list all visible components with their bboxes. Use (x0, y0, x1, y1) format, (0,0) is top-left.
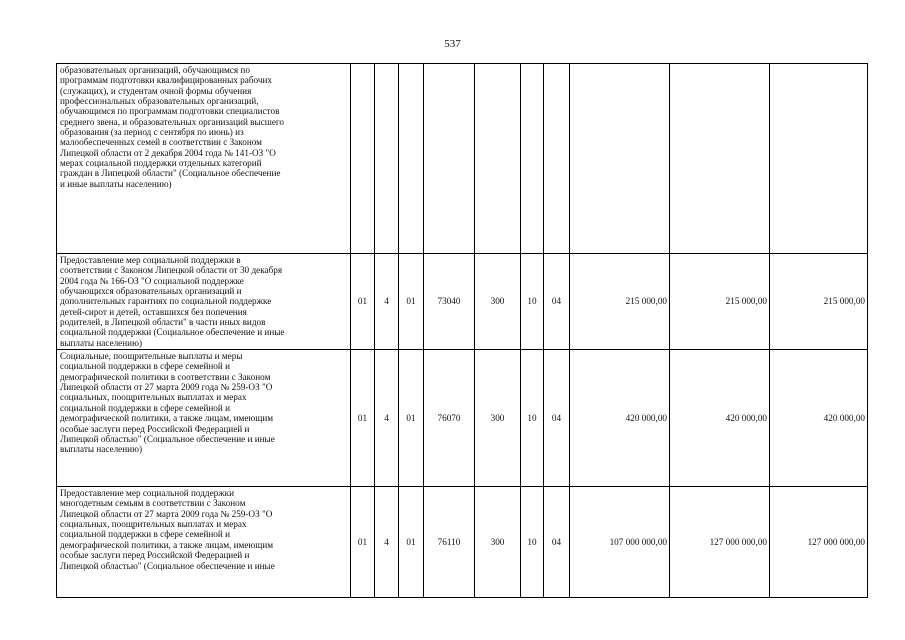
row-description: образовательных организаций, обучающимся по программам подготовки квалифицированных рабочих (служащих), и студентам очной формы обучения профессиональных образовательных организаций, обучающимся по программам подготовки специалистов среднего звена, и образовательных организаций высшего образования (за период с сентября по июнь) из малообеспеченных семей в соответствии с Законом Липецкой области от 2 декабря 2004 года № 141-ОЗ "О мерах социальной поддержки отдельных категорий граждан в Липецкой области" (Социальное обеспечение и иные выплаты населению) (57, 64, 351, 254)
amount-year-3: 420 000,00 (770, 350, 868, 487)
amount-year-2: 420 000,00 (670, 350, 770, 487)
amount-year-1: 420 000,00 (570, 350, 670, 487)
subprogram-code: 4 (375, 350, 399, 487)
page-number: 537 (444, 38, 461, 50)
direction-code: 76070 (424, 350, 475, 487)
amount-year-3: 215 000,00 (770, 254, 868, 350)
table-row (57, 350, 868, 487)
section-code: 10 (521, 350, 544, 487)
expense-type-code: 300 (475, 254, 521, 350)
subsection-code: 04 (544, 350, 570, 487)
table-row (57, 487, 868, 598)
subsection-code: 04 (544, 487, 570, 598)
program-code: 01 (351, 487, 375, 598)
section-code: 10 (521, 487, 544, 598)
amount-year-2 (670, 64, 770, 254)
expense-type-code: 300 (475, 487, 521, 598)
amount-year-2: 215 000,00 (670, 254, 770, 350)
row-description: Предоставление мер социальной поддержки многодетным семьям в соответствии с Законом Липецкой области от 27 марта 2009 года № 259-ОЗ "О социальных, поощрительных выплатах и мерах социальной поддержки в сфере семейной и демографической политики, а также лицам, имеющим особые заслуги перед Российской Федерацией и Липецкой областью" (Социальное обеспечение и иные (57, 487, 351, 598)
amount-year-1: 107 000 000,00 (570, 487, 670, 598)
section-code (521, 64, 544, 254)
amount-year-1 (570, 64, 670, 254)
table-row (57, 64, 868, 254)
main-activity-code: 01 (399, 487, 424, 598)
amount-year-3 (770, 64, 868, 254)
program-code: 01 (351, 254, 375, 350)
direction-code: 76110 (424, 487, 475, 598)
program-code (351, 64, 375, 254)
budget-table (56, 63, 868, 598)
expense-type-code (475, 64, 521, 254)
row-description: Социальные, поощрительные выплаты и меры социальной поддержки в сфере семейной и демографической политики в соответствии с Законом Липецкой области от 27 марта 2009 года № 259-ОЗ "О социальных, поощрительных выплатах и мерах социальной поддержки в сфере семейной и демографической политики, а также лицам, имеющим особые заслуги перед Российской Федерацией и Липецкой областью" (Социальное обеспечение и иные выплаты населению) (57, 350, 351, 487)
table-row (57, 254, 868, 350)
amount-year-3: 127 000 000,00 (770, 487, 868, 598)
subprogram-code: 4 (375, 487, 399, 598)
amount-year-2: 127 000 000,00 (670, 487, 770, 598)
subsection-code: 04 (544, 254, 570, 350)
subprogram-code: 4 (375, 254, 399, 350)
expense-type-code: 300 (475, 350, 521, 487)
amount-year-1: 215 000,00 (570, 254, 670, 350)
main-activity-code (399, 64, 424, 254)
main-activity-code: 01 (399, 254, 424, 350)
subsection-code (544, 64, 570, 254)
main-activity-code: 01 (399, 350, 424, 487)
section-code: 10 (521, 254, 544, 350)
row-description: Предоставление мер социальной поддержки в соответствии с Законом Липецкой области от 30 декабря 2004 года № 166-ОЗ "О социальной поддержке обучающихся образовательных организаций и дополнительных гарантиях по социальной поддержке детей-сирот и детей, оставшихся без попечения родителей, в Липецкой области" в части иных видов социальной поддержки (Социальное обеспечение и иные выплаты населению) (57, 254, 351, 350)
program-code: 01 (351, 350, 375, 487)
subprogram-code (375, 64, 399, 254)
direction-code (424, 64, 475, 254)
direction-code: 73040 (424, 254, 475, 350)
